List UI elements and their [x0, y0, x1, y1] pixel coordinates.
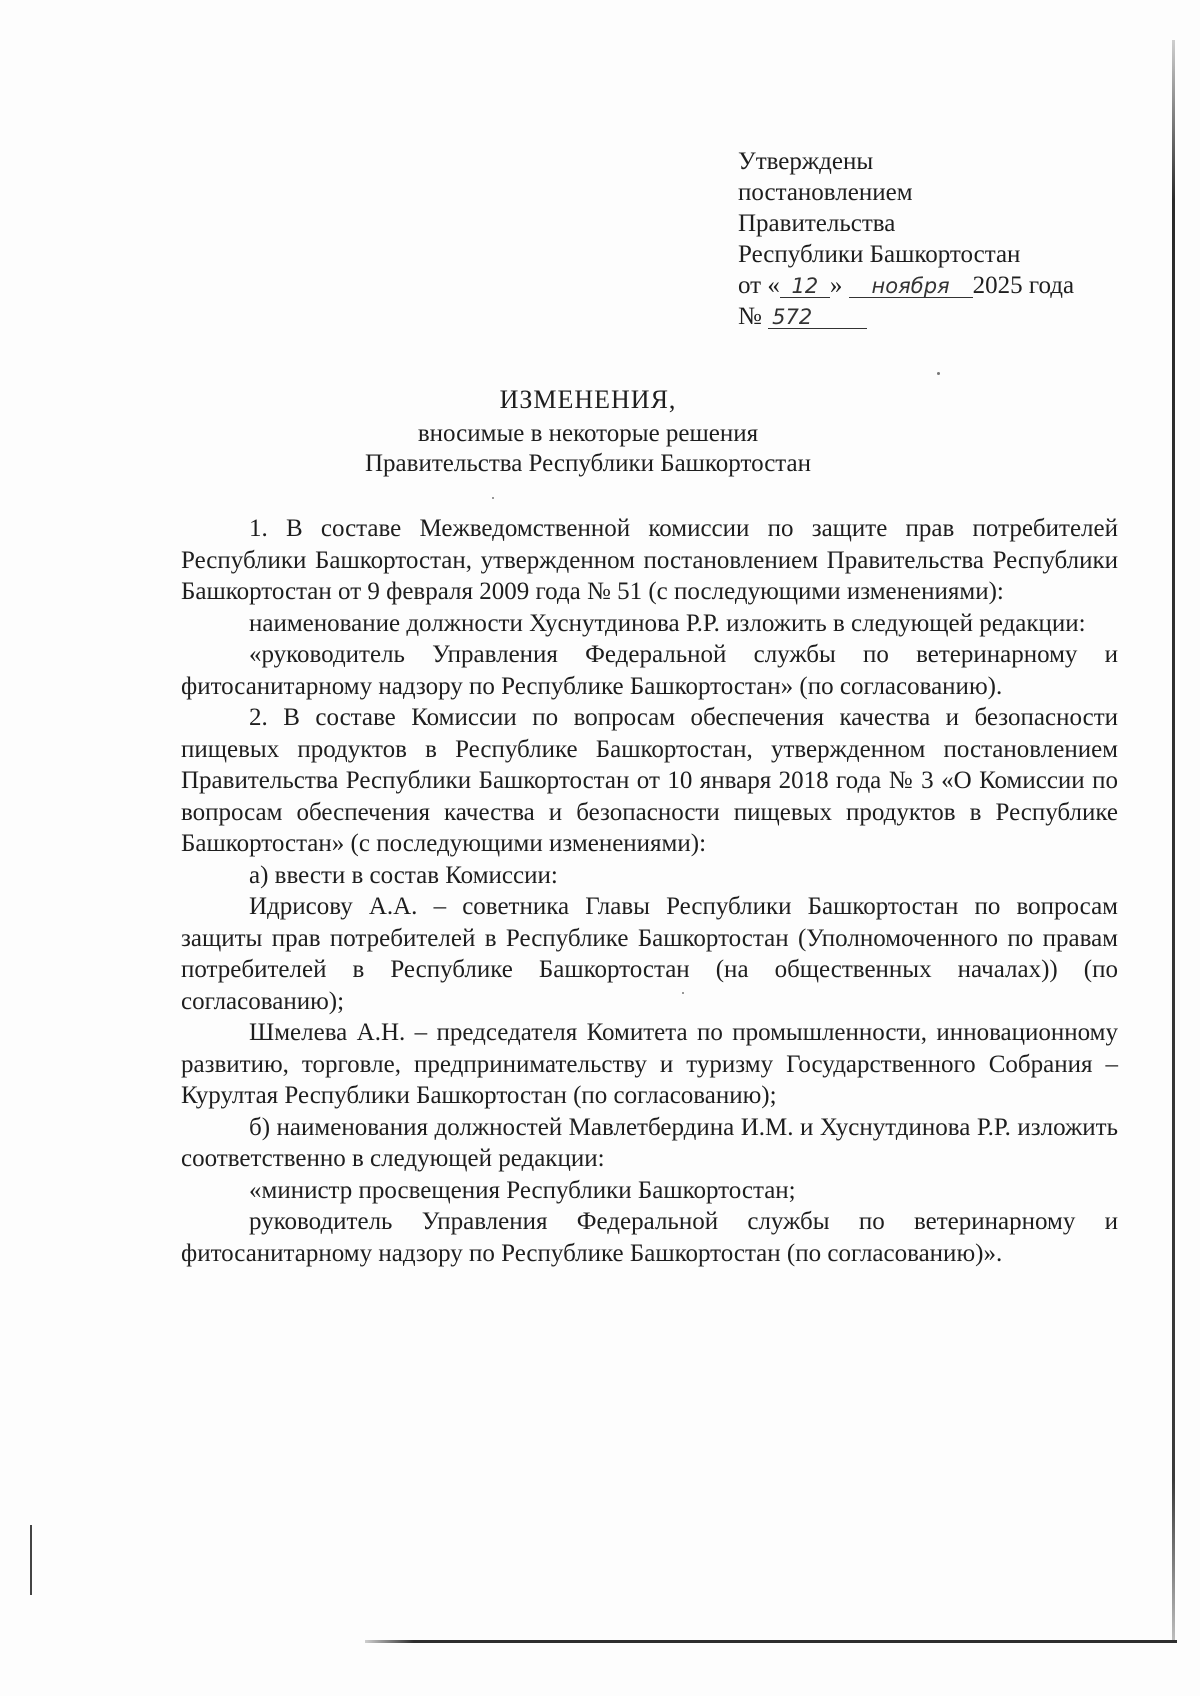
paragraph: а) ввести в состав Комиссии: — [249, 861, 558, 889]
paragraph: «министр просвещения Республики Башкортостан; — [249, 1176, 796, 1204]
paragraph: Идрисову А.А. – советника Главы Республики Башкортостан по вопросам защиты прав потребителей в Республике Башкортостан (Уполномоченного по правам потребителей в Республике Башкортостан (на общественных началах)) (по согласованию); — [181, 893, 1118, 1015]
document-subtitle: вносимые в некоторые решения — [417, 420, 759, 447]
approval-line: Республики Башкортостан — [738, 241, 1021, 268]
approval-line: Утверждены — [738, 148, 874, 175]
document-body — [181, 513, 1118, 1269]
date-prefix: от « — [738, 272, 780, 299]
approval-date — [738, 270, 1158, 301]
date-year: 2025 года — [972, 272, 1075, 299]
paragraph: 2. В составе Комиссии по вопросам обеспечения качества и безопасности пищевых продуктов в Республике Башкортостан, утвержденном постановлением Правительства Республики Башкортостан от 10 января 2018 года № 3 «О Комиссии по вопросам обеспечения качества и безопасности пищевых продуктов в Республике Башкортостан» (с последующими изменениями): — [181, 704, 1118, 857]
scan-edge-right — [1172, 40, 1175, 1640]
number-handwritten: 572 — [768, 306, 867, 329]
approval-line: Правительства — [738, 210, 896, 237]
number-prefix: № — [738, 303, 762, 330]
scan-speck — [937, 372, 940, 375]
paragraph: руководитель Управления Федеральной службы по ветеринарному и фитосанитарному надзору по Республике Башкортостан (по согласованию)». — [181, 1208, 1118, 1267]
scan-speck — [492, 497, 494, 499]
approval-line: постановлением — [738, 179, 913, 206]
paragraph: 1. В составе Межведомственной комиссии по защите прав потребителей Республики Башкортостан, утвержденном постановлением Правительства Республики Башкортостан от 9 февраля 2009 года № 51 (с последующими изменениями): — [181, 515, 1118, 605]
document-subtitle: Правительства Республики Башкортостан — [364, 450, 811, 477]
scan-edge-left — [30, 1525, 32, 1595]
approval-stamp-block — [738, 146, 1158, 332]
paragraph: наименование должности Хуснутдинова Р.Р. изложить в следующей редакции: — [249, 609, 1086, 637]
paragraph: Шмелева А.Н. – председателя Комитета по промышленности, инновационному развитию, торговле, предпринимательству и туризму Государственного Собрания – Курултая Республики Башкортостан (по согласованию); — [181, 1019, 1118, 1109]
scan-edge-bottom — [365, 1640, 1177, 1643]
date-day-handwritten: 12 — [780, 275, 830, 298]
paragraph: б) наименования должностей Мавлетбердина И.М. и Хуснутдинова Р.Р. изложить соответственно в следующей редакции: — [181, 1113, 1118, 1172]
date-month-handwritten: ноября — [849, 275, 973, 298]
document-title: ИЗМЕНЕНИЯ, — [499, 385, 677, 414]
date-quote-close: » — [829, 272, 843, 299]
paragraph: «руководитель Управления Федеральной службы по ветеринарному и фитосанитарному надзору по Республике Башкортостан» (по согласованию). — [181, 641, 1118, 700]
approval-number — [738, 301, 1158, 332]
